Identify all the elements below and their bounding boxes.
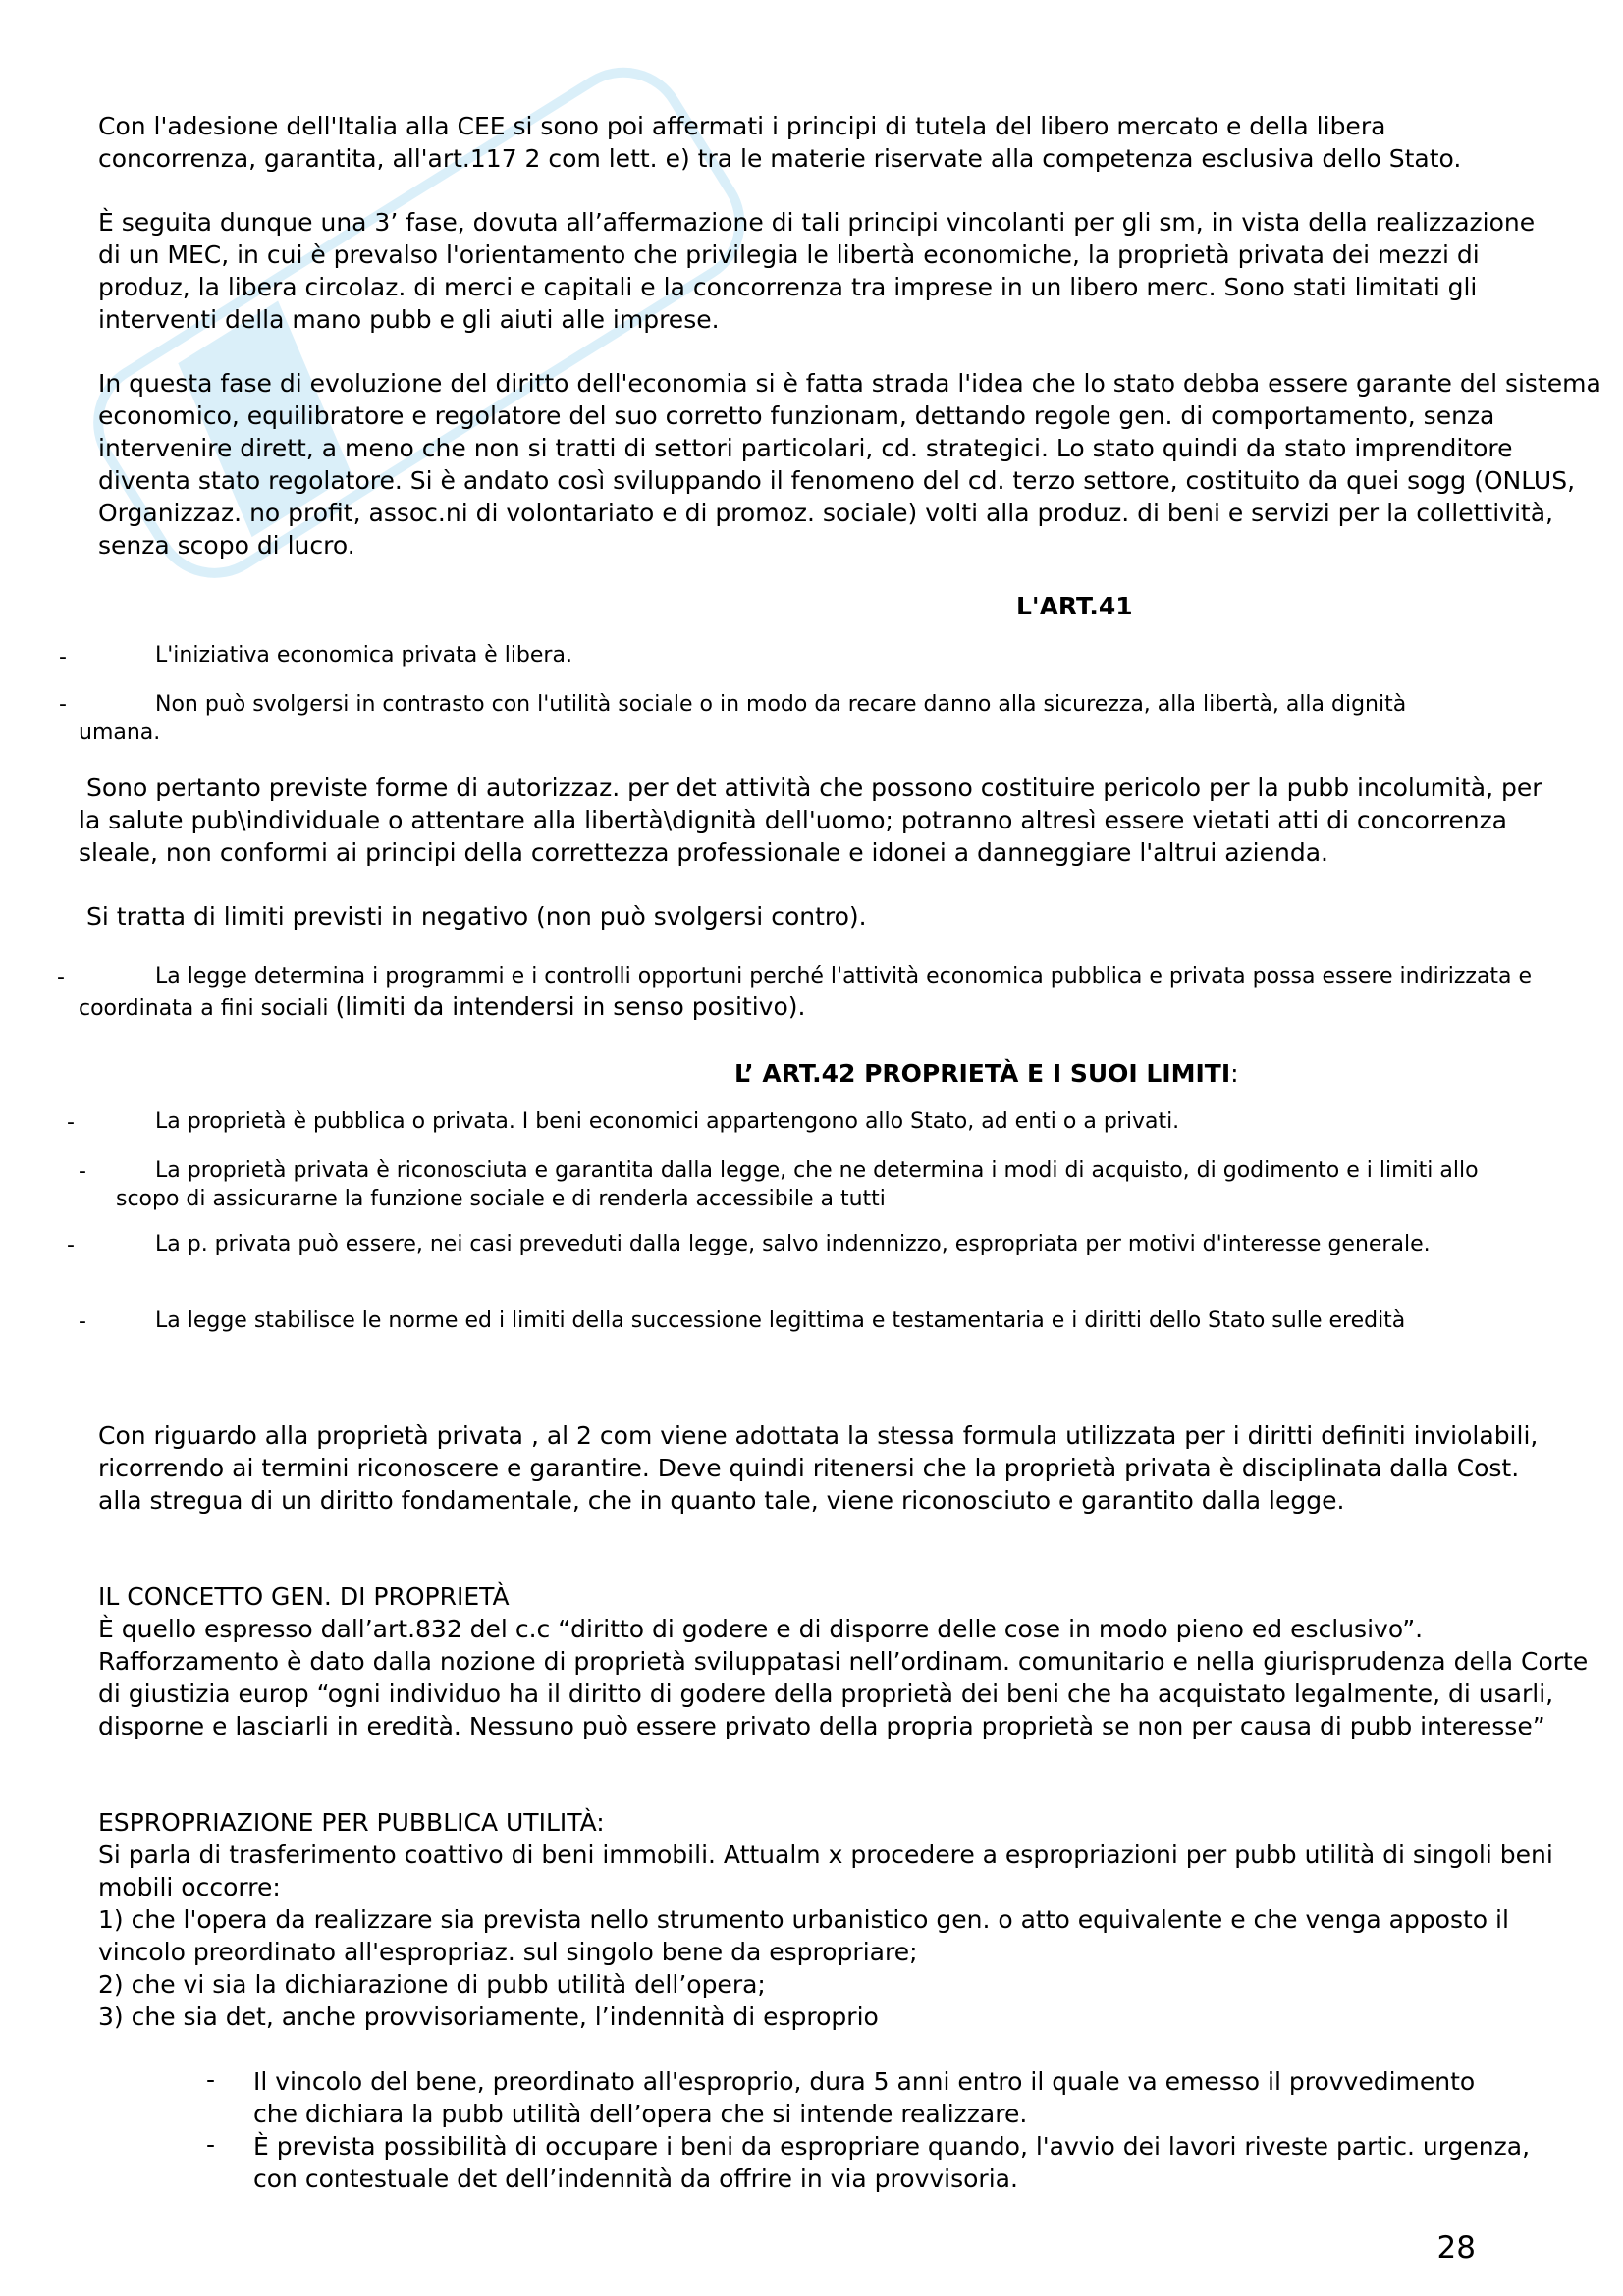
art41-item-1: L'iniziativa economica privata è libera. — [155, 643, 572, 667]
list-dash: - — [67, 1110, 75, 1135]
art42-item-3: La p. privata può essere, nei casi preveduti dalla legge, salvo indennizzo, espropriata per motivi d'interesse generale. — [155, 1232, 1431, 1256]
art41-item-3-main: La legge determina i programmi e i controlli opportuni perché l'attività economica pubblica e privata possa essere indirizzata e coordinata a fini sociali — [79, 964, 1533, 1021]
esproprio-bullet-2: È prevista possibilità di occupare i beni da espropriare quando, l'avvio dei lavori riveste partic. urgenza, con contestuale det dell’indennità da offrire in via provvisoria. — [253, 2132, 1531, 2193]
list-dash: - — [67, 1233, 75, 1257]
art41-item-3 — [79, 962, 1571, 1023]
list-dash: - — [57, 965, 65, 989]
art41-paragraph-1: Sono pertanto previste forme di autorizzaz. per det attività che possono costituire pericolo per la pubb incolumità, per la salute pub\individuale o attentare alla libertà\dignità dell'uomo; potranno altresì essere vietati atti di concorrenza sleale, non conformi ai principi della correttezza professionale e idonei a danneggiare l'altrui azienda. — [79, 774, 1542, 867]
art41-item-3-note: (limiti da intendersi in senso positivo). — [335, 992, 806, 1021]
intro-paragraph-1: Con l'adesione dell'Italia alla CEE si sono poi affermati i principi di tutela del libero mercato e della libera concorrenza, garantita, all'art.117 2 com lett. e) tra le materie riservate alla competenza esclusiva dello Stato. — [98, 112, 1462, 173]
list-dash: - — [79, 1309, 86, 1334]
art42-item-2: La proprietà privata è riconosciuta e garantita dalla legge, che ne determina i modi di acquisto, di godimento e i limiti allo scopo di assicurarne la funzione sociale e di renderla accessibile a tutti — [116, 1158, 1479, 1211]
intro-paragraph-3: In questa fase di evoluzione del diritto dell'economia si è fatta strada l'idea che lo stato debba essere garante del sistema economico, equilibratore e regolatore del suo corretto funzionam, dettando regole gen. di comportamento, senza intervenire dirett, a meno che non si tratti di settori particolari, cd. strategici. Lo stato quindi da stato imprenditore diventa stato regolatore. Si è andato così sviluppando il fenomeno del cd. terzo settore, costituito da quei sogg (ONLUS, Organizzaz. no profit, assoc.ni di volontariato e di promoz. sociale) volti alla produz. di beni e servizi per la collettività, senza scopo di lucro. — [98, 369, 1601, 560]
list-dash: - — [59, 645, 67, 669]
concetto-text: È quello espresso dall’art.832 del c.c “diritto di godere e di disporre delle cose in modo pieno ed esclusivo”. Rafforzamento è dato dalla nozione di proprietà sviluppatasi nell’ordinam. comunitario e nella giurisprudenza della Corte di giustizia europ “ogni individuo ha il diritto di godere della proprietà dei beni che ha acquistato legalmente, di usarli, disporne e lasciarli in eredità. Nessuno può essere privato della propria proprietà se non per causa di pubb interesse” — [98, 1615, 1589, 1740]
esproprio-bullet-1: Il vincolo del bene, preordinato all'esproprio, dura 5 anni entro il quale va emesso il provvedimento che dichiara la pubb utilità dell’opera che si intende realizzare. — [253, 2067, 1476, 2128]
list-dash: - — [206, 2065, 216, 2094]
concetto-title: IL CONCETTO GEN. DI PROPRIETÀ — [98, 1582, 510, 1611]
page-number: 28 — [1436, 2230, 1476, 2266]
art42-heading — [734, 1057, 1239, 1090]
list-dash: - — [79, 1159, 86, 1184]
art42-paragraph: Con riguardo alla proprietà privata , al 2 com viene adottata la stessa formula utilizzata per i diritti definiti inviolabili, ricorrendo ai termini riconoscere e garantire. Deve quindi ritenersi che la proprietà privata è disciplinata dalla Cost. alla stregua di un diritto fondamentale, che in quanto tale, viene riconosciuto e garantito dalla legge. — [98, 1421, 1539, 1515]
art42-item-1: La proprietà è pubblica o privata. I beni economici appartengono allo Stato, ad enti o a privati. — [155, 1109, 1180, 1134]
art42-heading-colon: : — [1230, 1059, 1239, 1088]
esproprio-step-2: 2) che vi sia la dichiarazione di pubb utilità dell’opera; — [98, 1970, 766, 1999]
list-dash: - — [206, 2130, 216, 2159]
esproprio-text: Si parla di trasferimento coattivo di beni immobili. Attualm x procedere a espropriazioni per pubb utilità di singoli beni mobili occorre: — [98, 1841, 1553, 1901]
art42-item-4: La legge stabilisce le norme ed i limiti della successione legittima e testamentaria e i diritti dello Stato sulle eredità — [155, 1308, 1406, 1333]
esproprio-step-3: 3) che sia det, anche provvisoriamente, l’indennità di esproprio — [98, 2002, 879, 2031]
list-dash: - — [59, 692, 67, 717]
art42-heading-text: L’ ART.42 PROPRIETÀ E I SUOI LIMITI — [734, 1059, 1231, 1088]
esproprio-step-1: 1) che l'opera da realizzare sia prevista nello strumento urbanistico gen. o atto equivalente e che venga apposto il vincolo preordinato all'espropriaz. sul singolo bene da espropriare; — [98, 1905, 1509, 1966]
art41-paragraph-2: Si tratta di limiti previsti in negativo (non può svolgersi contro). — [86, 902, 867, 931]
art41-heading: L'ART.41 — [1016, 592, 1133, 620]
esproprio-title: ESPROPRIAZIONE PER PUBBLICA UTILITÀ: — [98, 1808, 605, 1837]
art41-item-2: Non può svolgersi in contrasto con l'utilità sociale o in modo da recare danno alla sicurezza, alla libertà, alla dignità umana. — [79, 692, 1407, 745]
intro-paragraph-2: È seguita dunque una 3’ fase, dovuta all’affermazione di tali principi vincolanti per gli sm, in vista della realizzazione di un MEC, in cui è prevalso l'orientamento che privilegia le libertà economiche, la proprietà privata dei mezzi di produz, la libera circolaz. di merci e capitali e la concorrenza tra imprese in un libero merc. Sono stati limitati gli interventi della mano pubb e gli aiuti alle imprese. — [98, 208, 1536, 334]
